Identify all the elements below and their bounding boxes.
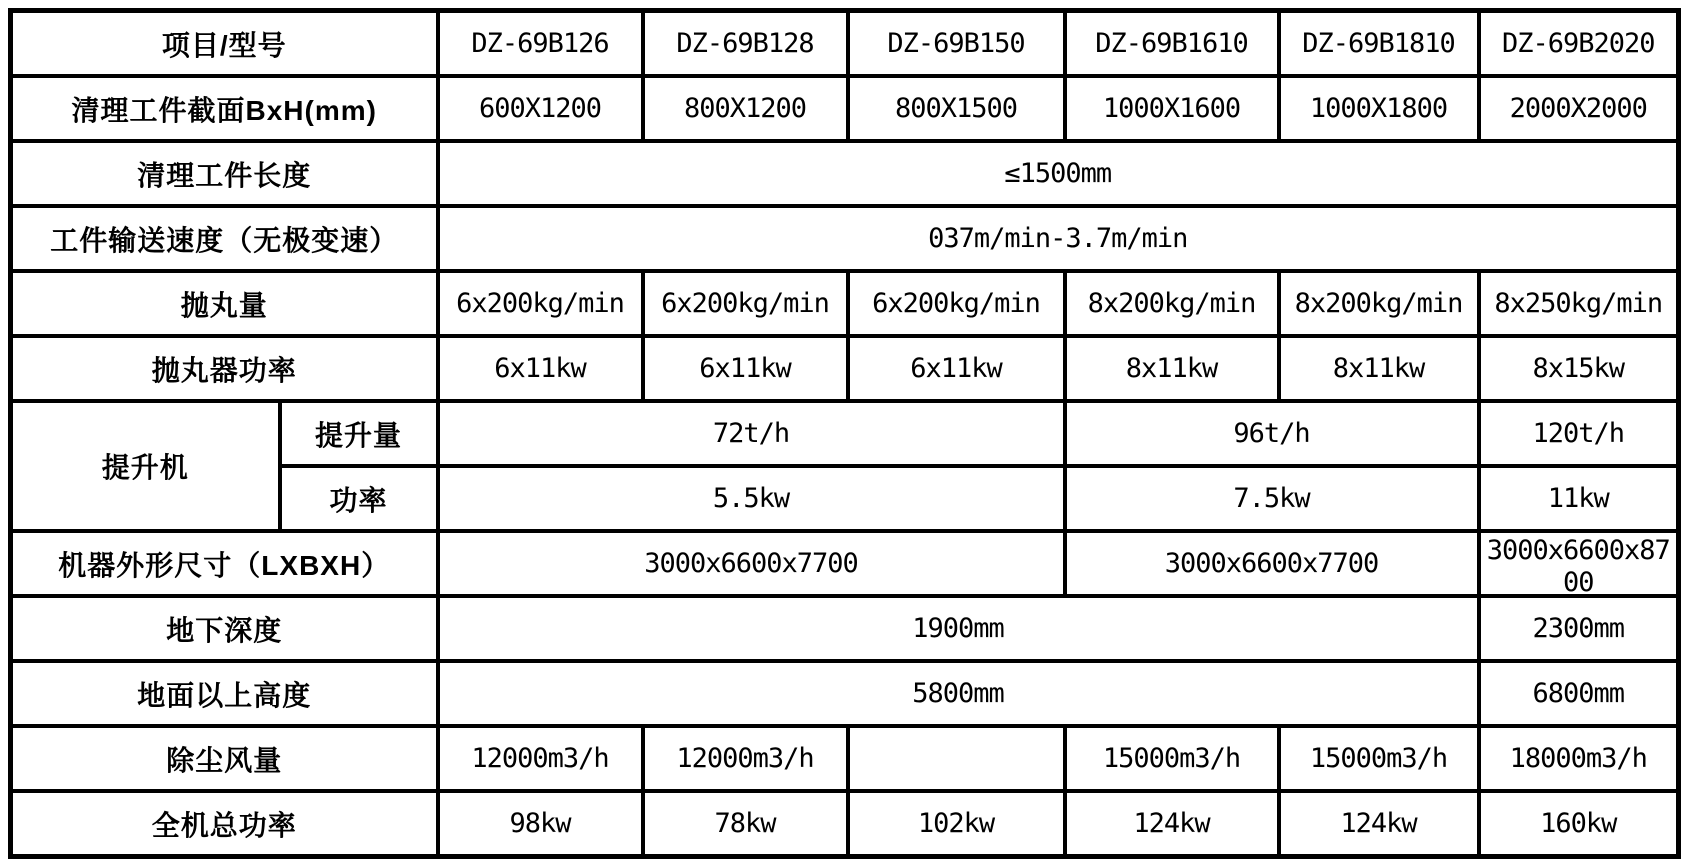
- spec-value-cell: 2000X2000: [1479, 76, 1679, 141]
- section-bxh-row: [11, 76, 1679, 141]
- blast-power-row: [11, 336, 1679, 401]
- spec-value-cell: 2300mm: [1479, 596, 1679, 661]
- spec-value-cell: 8x250kg/min: [1479, 271, 1679, 336]
- work-length-row: [11, 141, 1679, 206]
- spec-value-cell: 8x200kg/min: [1279, 271, 1479, 336]
- spec-value-cell: 78kw: [643, 791, 848, 857]
- spec-value-cell: 3000x6600x7700: [438, 531, 1065, 596]
- elevator-capacity-row: [11, 401, 1679, 466]
- spec-value-cell: 11kw: [1479, 466, 1679, 531]
- model-header-cell: DZ-69B150: [848, 11, 1065, 77]
- spec-value-cell: 12000m3/h: [643, 726, 848, 791]
- spec-value-cell: 8x15kw: [1479, 336, 1679, 401]
- row-label-cell: 抛丸量: [11, 271, 438, 336]
- model-header-cell: DZ-69B126: [438, 11, 643, 77]
- total-power-row: [11, 791, 1679, 857]
- spec-value-cell: 124kw: [1279, 791, 1479, 857]
- spec-value-cell: 5.5kw: [438, 466, 1065, 531]
- spec-value-cell: 037m/min-3.7m/min: [438, 206, 1679, 271]
- blast-volume-row: [11, 271, 1679, 336]
- spec-value-cell: 800X1500: [848, 76, 1065, 141]
- spec-value-cell: 15000m3/h: [1065, 726, 1279, 791]
- spec-value-cell: 5800mm: [438, 661, 1479, 726]
- elevator-group-label-cell: 提升机: [11, 401, 280, 531]
- header-row: [11, 11, 1679, 77]
- spec-value-cell: 600X1200: [438, 76, 643, 141]
- row-label-cell: 清理工件长度: [11, 141, 438, 206]
- row-label-cell: 除尘风量: [11, 726, 438, 791]
- spec-value-cell: 6x11kw: [438, 336, 643, 401]
- row-label-cell: 提升量: [280, 401, 438, 466]
- conveyor-speed-row: [11, 206, 1679, 271]
- row-label-cell: 工件输送速度（无极变速）: [11, 206, 438, 271]
- spec-value-cell: 8x11kw: [1065, 336, 1279, 401]
- clipped-dimension-text: 3000x6600x8700: [1486, 535, 1670, 593]
- row-label-cell: 抛丸器功率: [11, 336, 438, 401]
- row-label-cell: 全机总功率: [11, 791, 438, 857]
- spec-value-cell: 7.5kw: [1065, 466, 1479, 531]
- row-label-cell: 功率: [280, 466, 438, 531]
- spec-value-cell: 160kw: [1479, 791, 1679, 857]
- dust-airflow-row: [11, 726, 1679, 791]
- machine-dimensions-row: [11, 531, 1679, 596]
- spec-value-cell: 1900mm: [438, 596, 1479, 661]
- spec-value-cell: 3000x6600x7700: [1065, 531, 1479, 596]
- spec-value-cell: 1000X1800: [1279, 76, 1479, 141]
- spec-table-container: [8, 8, 1681, 859]
- row-label-cell: 清理工件截面BxH(mm): [11, 76, 438, 141]
- spec-value-cell: 6x11kw: [643, 336, 848, 401]
- spec-value-cell: 800X1200: [643, 76, 848, 141]
- header-label-cell: 项目/型号: [11, 11, 438, 77]
- row-label-cell: 地面以上高度: [11, 661, 438, 726]
- model-header-cell: DZ-69B128: [643, 11, 848, 77]
- spec-value-cell: 120t/h: [1479, 401, 1679, 466]
- spec-value-cell: 6x200kg/min: [438, 271, 643, 336]
- spec-value-cell: 6x200kg/min: [848, 271, 1065, 336]
- spec-value-cell: 72t/h: [438, 401, 1065, 466]
- spec-value-cell: [1479, 531, 1679, 596]
- model-header-cell: DZ-69B1610: [1065, 11, 1279, 77]
- spec-value-cell: 98kw: [438, 791, 643, 857]
- spec-value-cell: 102kw: [848, 791, 1065, 857]
- spec-value-cell: 18000m3/h: [1479, 726, 1679, 791]
- spec-value-cell: 6800mm: [1479, 661, 1679, 726]
- underground-depth-row: [11, 596, 1679, 661]
- above-ground-height-row: [11, 661, 1679, 726]
- model-header-cell: DZ-69B2020: [1479, 11, 1679, 77]
- spec-value-cell: 8x11kw: [1279, 336, 1479, 401]
- spec-value-cell: 6x11kw: [848, 336, 1065, 401]
- spec-value-cell: 12000m3/h: [438, 726, 643, 791]
- spec-value-cell-empty: [848, 726, 1065, 791]
- row-label-cell: 机器外形尺寸（LXBXH）: [11, 531, 438, 596]
- row-label-cell: 地下深度: [11, 596, 438, 661]
- machine-spec-table: [8, 8, 1681, 859]
- spec-value-cell: 15000m3/h: [1279, 726, 1479, 791]
- spec-value-cell: 124kw: [1065, 791, 1279, 857]
- spec-value-cell: 6x200kg/min: [643, 271, 848, 336]
- model-header-cell: DZ-69B1810: [1279, 11, 1479, 77]
- spec-value-cell: 8x200kg/min: [1065, 271, 1279, 336]
- spec-value-cell: 1000X1600: [1065, 76, 1279, 141]
- spec-value-cell: 96t/h: [1065, 401, 1479, 466]
- spec-value-cell: ≤1500mm: [438, 141, 1679, 206]
